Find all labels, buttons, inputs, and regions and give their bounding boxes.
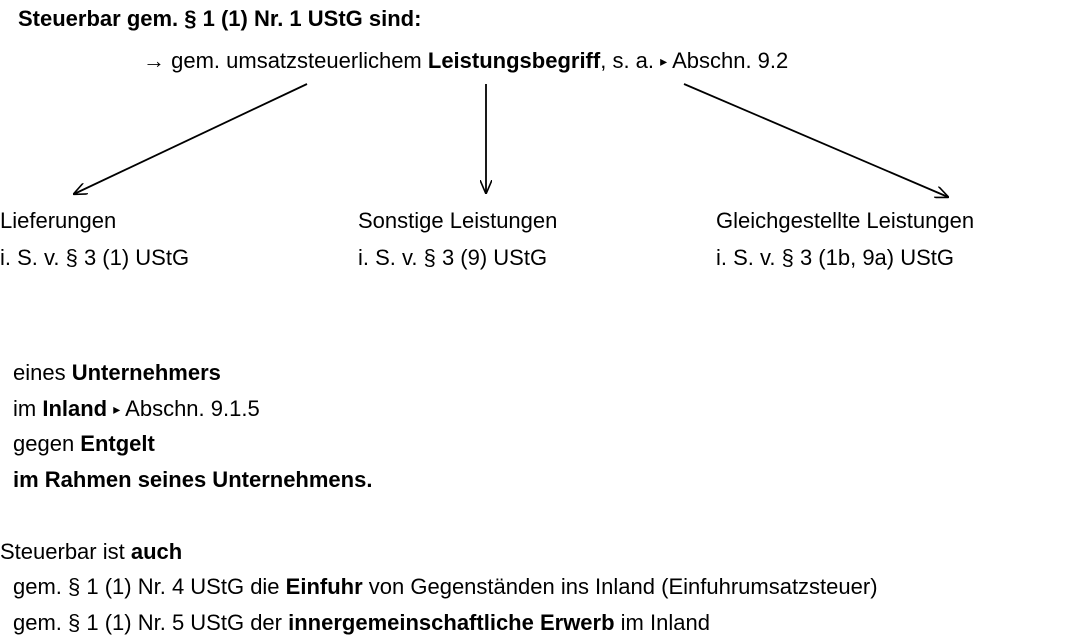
condition-unternehmer bbox=[13, 360, 221, 386]
also-item-text: gem. § 1 (1) Nr. 5 UStG der bbox=[13, 610, 289, 635]
branch-sonstige-title: Sonstige Leistungen bbox=[358, 208, 558, 233]
also-intro-text: Steuerbar ist bbox=[0, 539, 131, 564]
concept-prefix: gem. umsatzsteuerlichem bbox=[165, 48, 428, 73]
also-item-erwerb bbox=[13, 610, 710, 636]
branch-gleichgestellte-ref: i. S. v. § 3 (1b, 9a) UStG bbox=[716, 245, 955, 270]
condition-inland bbox=[13, 396, 260, 424]
triangle-marker-icon: ▸ bbox=[113, 401, 121, 417]
heading: Steuerbar gem. § 1 (1) Nr. 1 UStG sind: bbox=[18, 6, 422, 31]
condition-rahmen: im Rahmen seines Unternehmens. bbox=[13, 467, 373, 492]
also-intro-bold: auch bbox=[130, 539, 183, 564]
also-item-text: gem. § 1 (1) Nr. 4 UStG die bbox=[13, 574, 286, 599]
also-item-bold: innergemeinschaftliche Erwerb bbox=[288, 610, 615, 635]
condition-entgelt bbox=[13, 431, 155, 457]
also-item-text: im Inland bbox=[614, 610, 710, 635]
condition-text: im bbox=[13, 396, 43, 421]
also-item-einfuhr bbox=[13, 574, 878, 600]
condition-bold: Entgelt bbox=[80, 431, 155, 456]
branch-lieferungen-title: Lieferungen bbox=[0, 208, 117, 233]
also-item-text: von Gegenständen ins Inland (Einfuhrumsatzsteuer) bbox=[362, 574, 878, 599]
also-intro bbox=[0, 539, 182, 565]
concept-suffix: , s. a. bbox=[600, 48, 661, 73]
condition-reference: Abschn. 9.1.5 bbox=[120, 396, 260, 421]
right-arrow-icon: → bbox=[143, 48, 165, 73]
triangle-marker-icon: ▸ bbox=[660, 53, 668, 69]
condition-bold: Unternehmers bbox=[71, 360, 221, 385]
condition-text: eines bbox=[13, 360, 72, 385]
concept-term: Leistungsbegriff bbox=[427, 48, 601, 73]
arrow-right bbox=[684, 84, 948, 197]
concept-reference: Abschn. 9.2 bbox=[667, 48, 789, 73]
arrow-left bbox=[74, 84, 307, 194]
also-item-bold: Einfuhr bbox=[285, 574, 363, 599]
condition-bold: Inland bbox=[42, 396, 108, 421]
branch-sonstige-ref: i. S. v. § 3 (9) UStG bbox=[358, 245, 548, 270]
branch-lieferungen-ref: i. S. v. § 3 (1) UStG bbox=[0, 245, 190, 270]
branch-gleichgestellte-title: Gleichgestellte Leistungen bbox=[716, 208, 975, 233]
condition-text: gegen bbox=[13, 431, 81, 456]
